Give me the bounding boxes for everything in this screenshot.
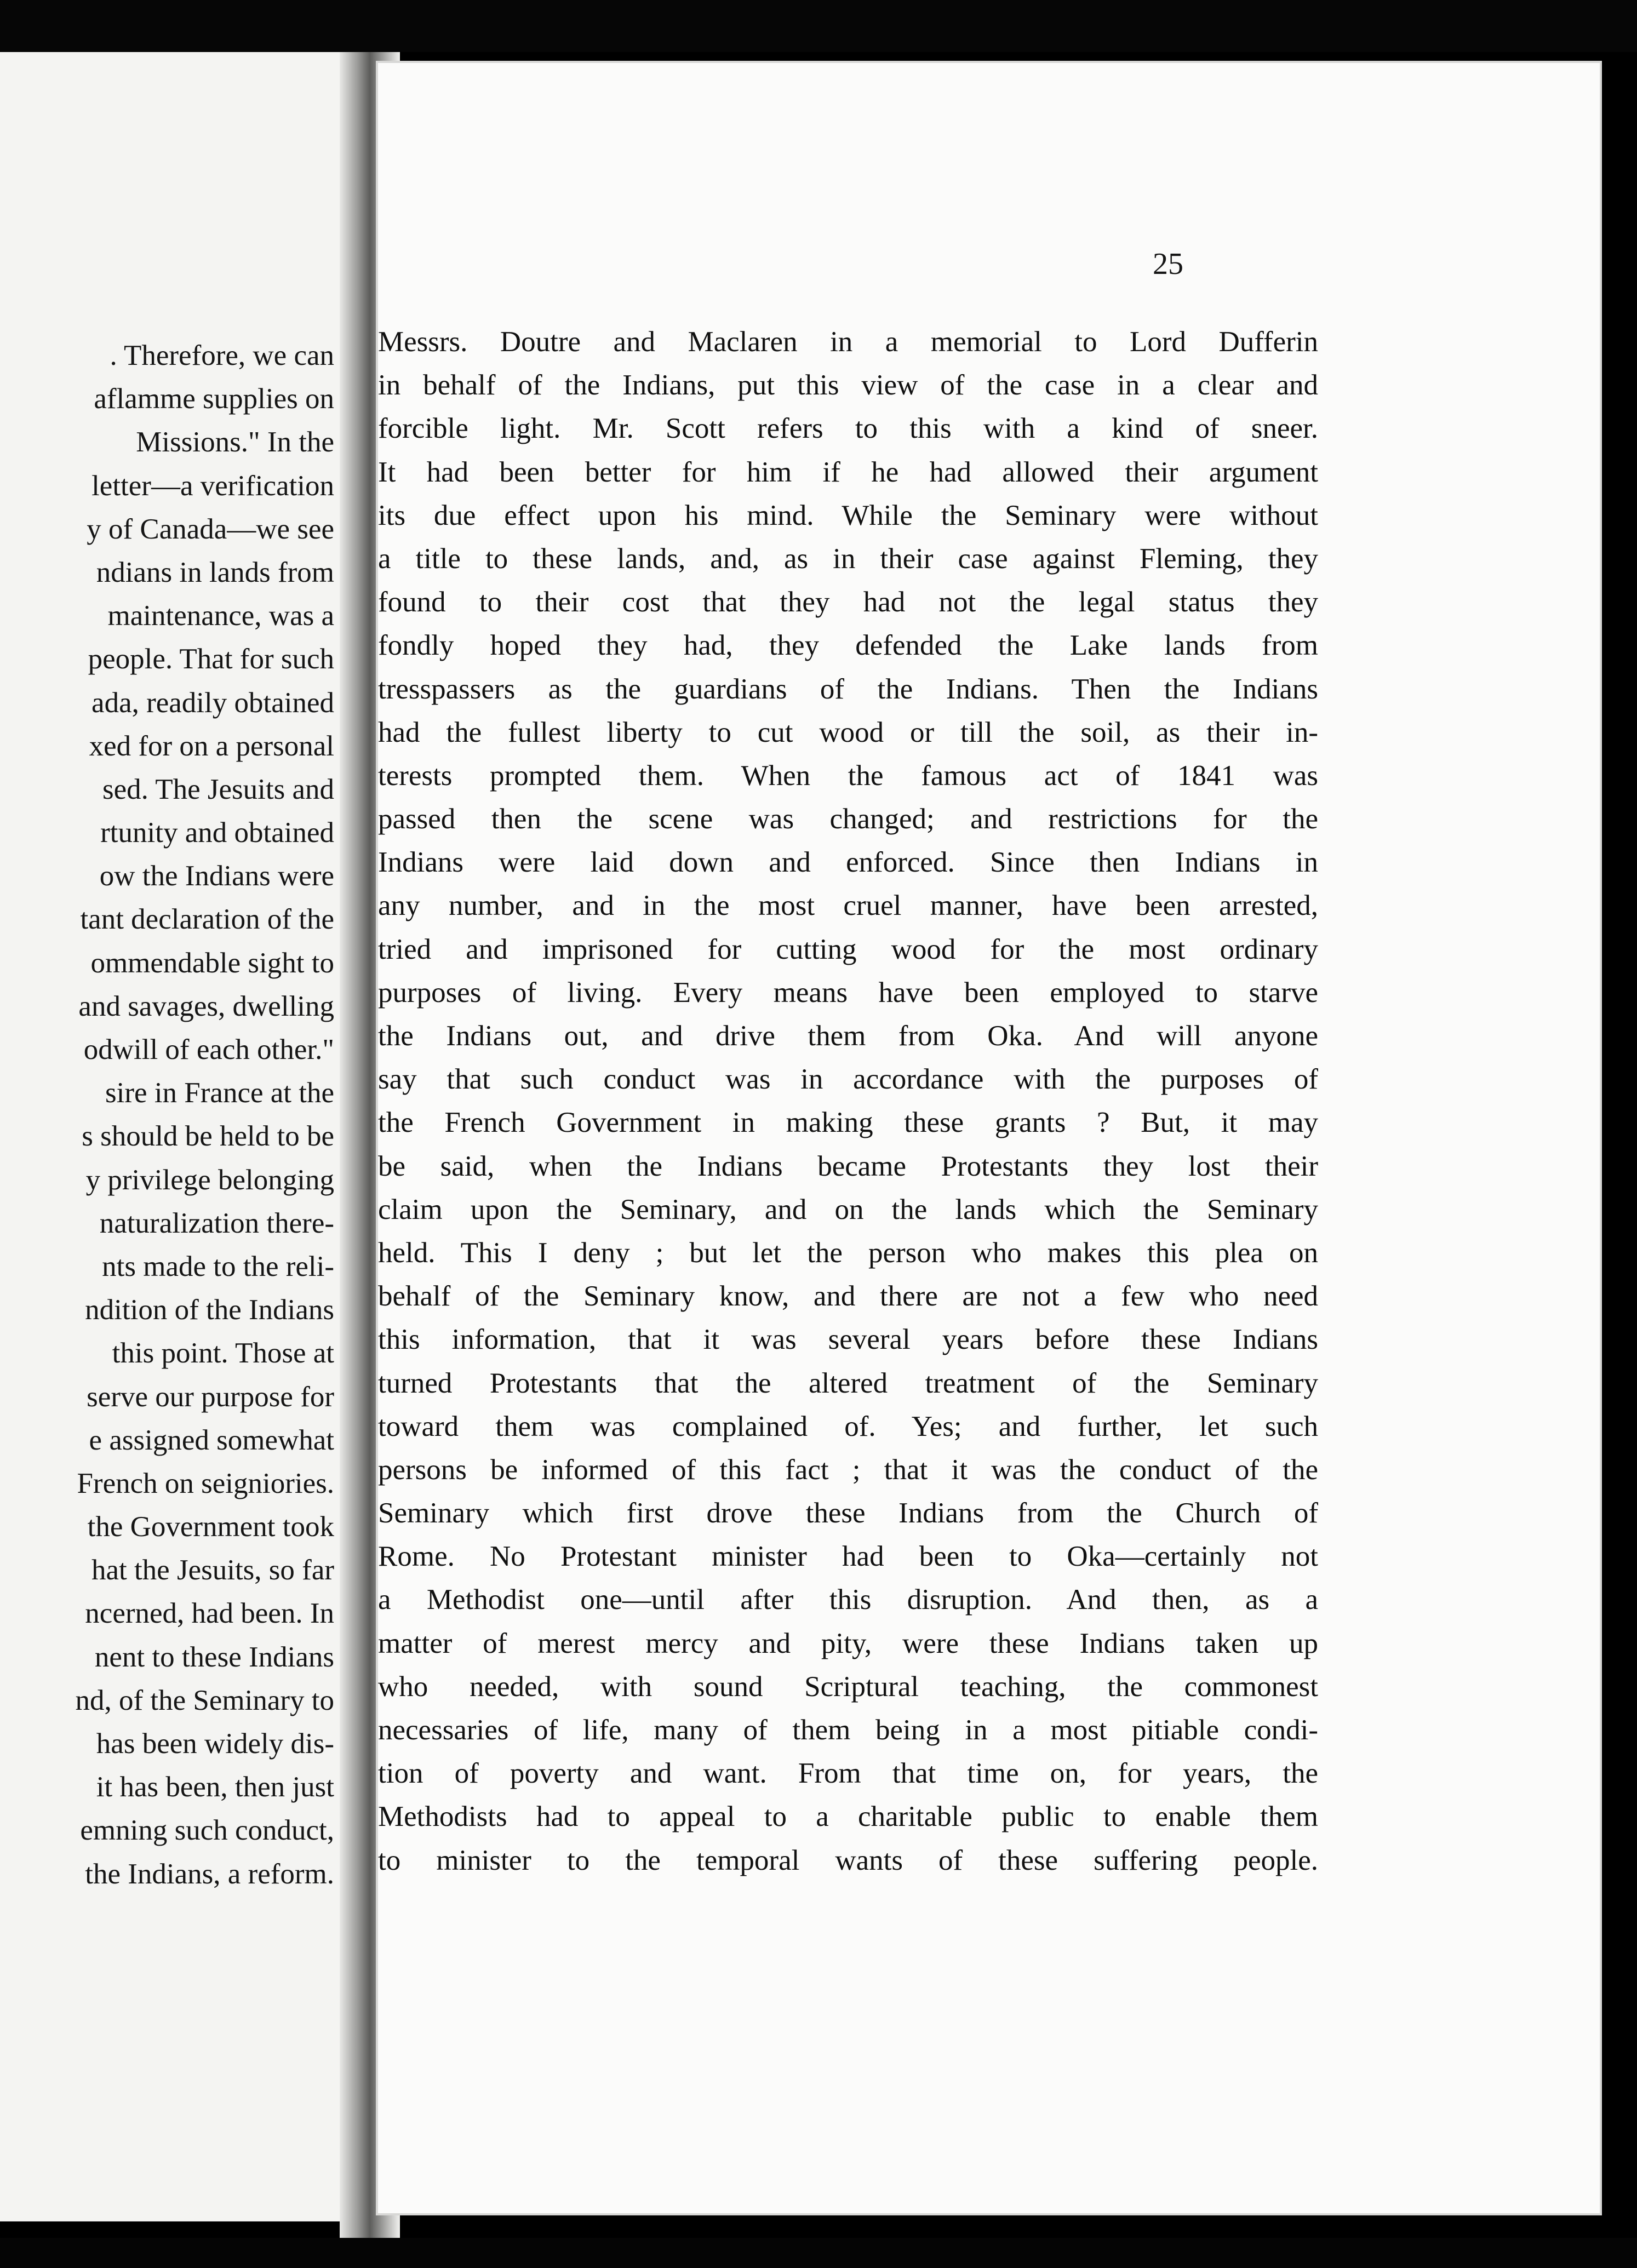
text-line: tried and imprisoned for cutting wood for the most ordinary	[378, 933, 1318, 965]
text-line: persons be informed of this fact ; that it was the conduct of the	[378, 1453, 1318, 1486]
previous-page-line: letter—a verification	[91, 469, 334, 502]
previous-page-line: emning such conduct,	[80, 1814, 334, 1847]
previous-page-fragment	[0, 52, 356, 2221]
text-line: It had been better for him if he had allowed their argument	[378, 456, 1318, 488]
previous-page-line: French on seigniories.	[77, 1467, 334, 1499]
film-border-bottom	[0, 2238, 1637, 2268]
previous-page-line: nent to these Indians	[94, 1641, 334, 1673]
previous-page-line: maintenance, was a	[107, 600, 334, 632]
previous-page-line: has been widely dis-	[96, 1728, 334, 1760]
previous-page-line: ndition of the Indians	[85, 1294, 334, 1326]
text-line: terests prompted them. When the famous act of 1841 was	[378, 759, 1318, 792]
previous-page-line: people. That for such	[88, 643, 334, 675]
text-line: fondly hoped they had, they defended the Lake lands from	[378, 629, 1318, 662]
previous-page-line: ada, readily obtained	[91, 686, 334, 719]
text-line: claim upon the Seminary, and on the lands which the Seminary	[378, 1193, 1318, 1225]
text-line: behalf of the Seminary know, and there are not a few who need	[378, 1280, 1318, 1313]
previous-page-line: serve our purpose for	[87, 1381, 334, 1413]
text-line: to minister to the temporal wants of these suffering people.	[378, 1844, 1318, 1876]
previous-page-line: rtunity and obtained	[100, 817, 334, 849]
previous-page-line: s should be held to be	[82, 1120, 334, 1153]
text-line: necessaries of life, many of them being in a most pitiable condi-	[378, 1714, 1318, 1746]
previous-page-text-column	[0, 334, 334, 1896]
previous-page-line: xed for on a personal	[89, 730, 334, 762]
text-line: toward them was complained of. Yes; and further, let such	[378, 1410, 1318, 1442]
previous-page-line: . Therefore, we can	[110, 340, 334, 371]
text-line: forcible light. Mr. Scott refers to this with a kind of sneer.	[378, 413, 1318, 445]
body-text-column	[378, 320, 1318, 1882]
text-line: found to their cost that they had not the legal status they	[378, 586, 1318, 618]
previous-page-line: the Government took	[87, 1511, 334, 1543]
page-number: 25	[1153, 247, 1183, 281]
text-line: a Methodist one—until after this disruption. And then, as a	[378, 1584, 1318, 1616]
text-line: say that such conduct was in accordance with the purposes of	[378, 1063, 1318, 1096]
previous-page-line: Missions." In the	[136, 426, 334, 459]
previous-page-line: tant declaration of the	[80, 903, 334, 936]
text-line: be said, when the Indians became Protestants they lost their	[378, 1150, 1318, 1182]
text-line: Methodists had to appeal to a charitable public to enable them	[378, 1801, 1318, 1833]
text-line: tion of poverty and want. From that time on, for years, the	[378, 1757, 1318, 1790]
previous-page-line: ndians in lands from	[96, 556, 334, 588]
previous-page-line: sire in France at the	[105, 1077, 334, 1109]
text-line: held. This I deny ; but let the person who makes this plea on	[378, 1236, 1318, 1269]
text-line: had the fullest liberty to cut wood or till the soil, as their in-	[378, 716, 1318, 748]
previous-page-line: sed. The Jesuits and	[102, 773, 334, 805]
document-page	[378, 63, 1600, 2213]
previous-page-line: the Indians, a reform.	[85, 1858, 334, 1890]
text-line: tresspassers as the guardians of the Indians. Then the Indians	[378, 673, 1318, 705]
previous-page-line: ommendable sight to	[90, 947, 334, 979]
text-line: passed then the scene was changed; and restrictions for the	[378, 803, 1318, 835]
text-line: any number, and in the most cruel manner, have been arrested,	[378, 890, 1318, 922]
previous-page-line: odwill of each other."	[83, 1034, 334, 1066]
previous-page-line: nd, of the Seminary to	[75, 1684, 334, 1716]
previous-page-line: e assigned somewhat	[89, 1424, 334, 1456]
previous-page-line: nts made to the reli-	[102, 1250, 334, 1282]
text-line: purposes of living. Every means have been employed to starve	[378, 976, 1318, 1009]
text-line: who needed, with sound Scriptural teaching, the commonest	[378, 1670, 1318, 1703]
previous-page-line: y privilege belonging	[85, 1164, 334, 1196]
previous-page-line: ow the Indians were	[99, 860, 334, 892]
previous-page-line: and savages, dwelling	[78, 990, 334, 1022]
text-line: Rome. No Protestant minister had been to Oka—certainly not	[378, 1540, 1318, 1573]
previous-page-line: y of Canada—we see	[87, 513, 334, 545]
previous-page-line: aflamme supplies on	[94, 383, 334, 415]
text-line: Indians were laid down and enforced. Since then Indians in	[378, 846, 1318, 879]
previous-page-line: hat the Jesuits, so far	[91, 1554, 334, 1587]
previous-page-line: ncerned, had been. In	[85, 1597, 334, 1630]
previous-page-line: this point. Those at	[112, 1337, 334, 1370]
text-line: in behalf of the Indians, put this view of the case in a clear and	[378, 369, 1318, 402]
text-line: this information, that it was several years before these Indians	[378, 1324, 1318, 1356]
text-line: the Indians out, and drive them from Oka. And will anyone	[378, 1020, 1318, 1052]
text-line: its due effect upon his mind. While the Seminary were without	[378, 499, 1318, 531]
text-line: matter of merest mercy and pity, were these Indians taken up	[378, 1627, 1318, 1659]
text-line: the French Government in making these grants ? But, it may	[378, 1107, 1318, 1139]
text-line: turned Protestants that the altered treatment of the Seminary	[378, 1367, 1318, 1399]
text-line: a title to these lands, and, as in their case against Fleming, they	[378, 542, 1318, 575]
text-line: Messrs. Doutre and Maclaren in a memorial to Lord Dufferin	[378, 326, 1318, 358]
film-border-top	[0, 0, 1637, 52]
text-line: Seminary which first drove these Indians from the Church of	[378, 1497, 1318, 1530]
previous-page-line: naturalization there-	[99, 1207, 334, 1239]
previous-page-line: it has been, then just	[96, 1771, 334, 1803]
